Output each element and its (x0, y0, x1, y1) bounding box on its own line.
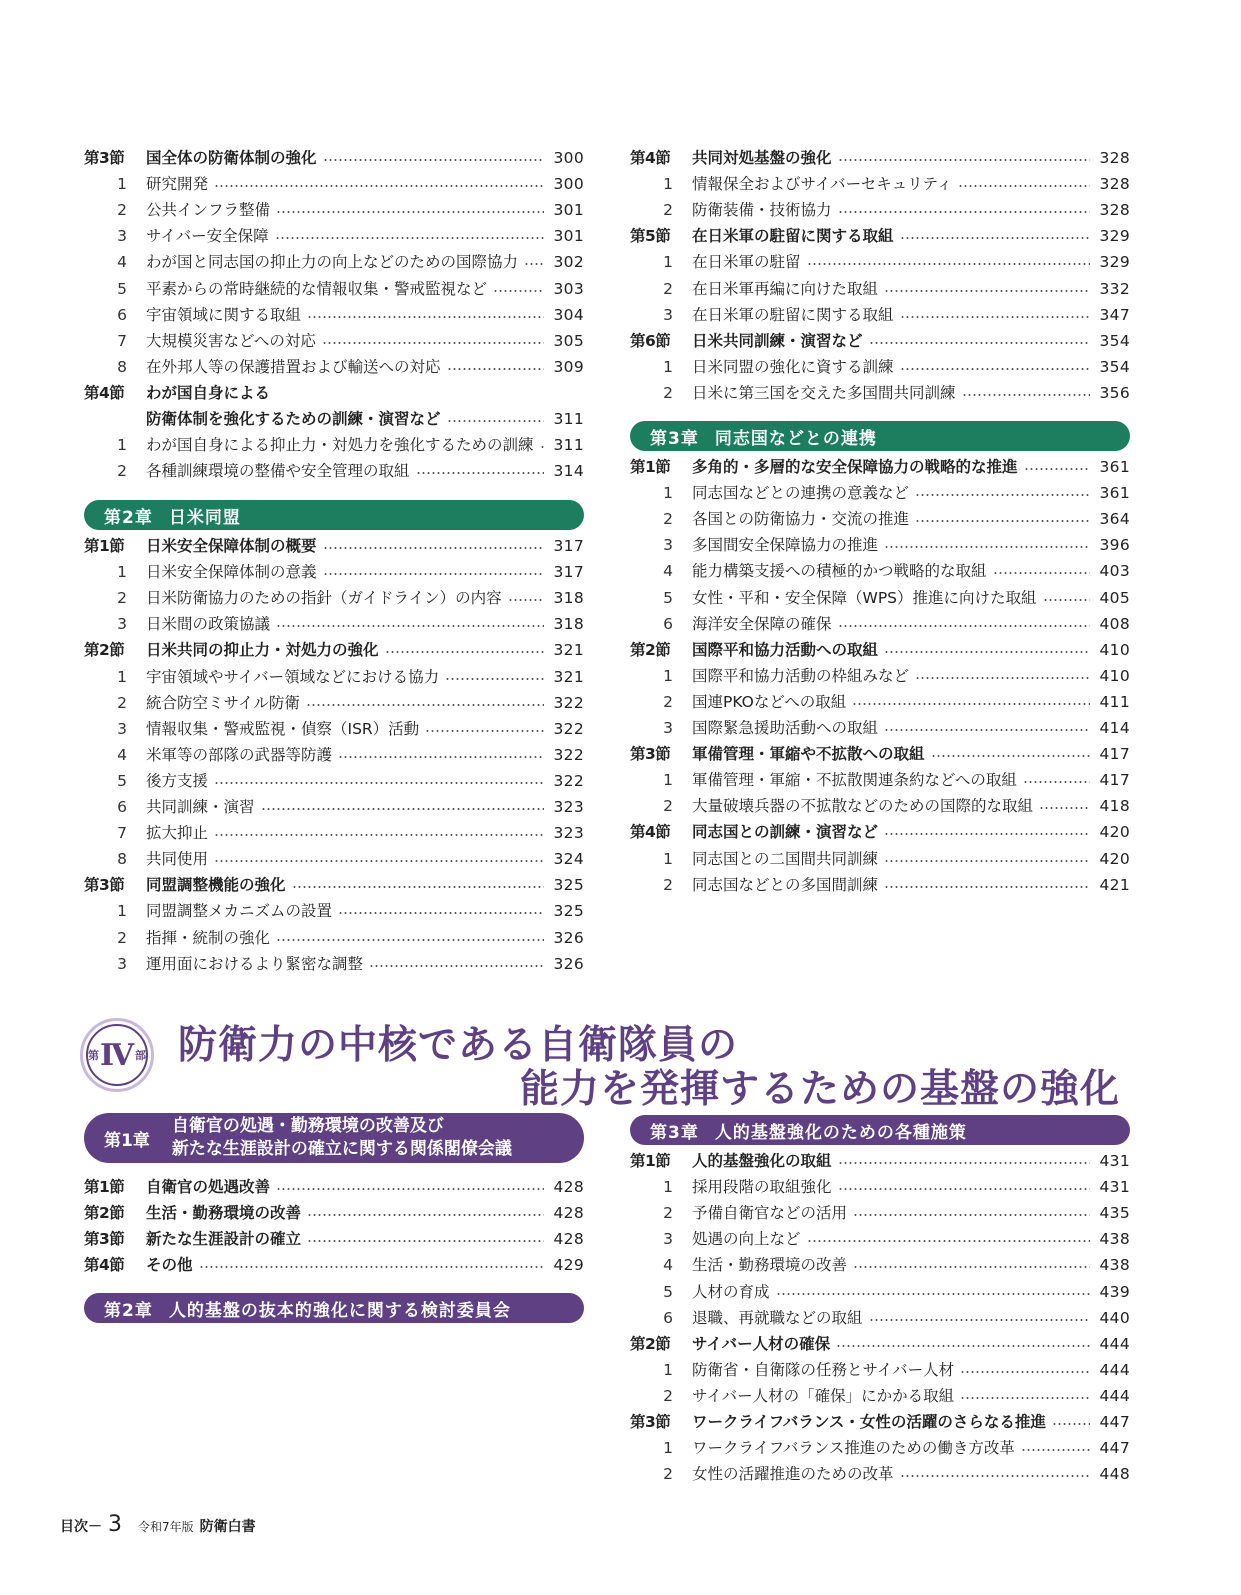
item-number: 3 (663, 719, 673, 737)
entry-title: わが国と同志国の抑止力の向上などのための国際協力 (146, 253, 519, 272)
item-number: 8 (117, 850, 127, 869)
dot-leader (836, 1345, 1090, 1347)
page-number: 317 (553, 563, 584, 582)
page-number: 417 (1099, 771, 1130, 790)
entry-title: 女性・平和・安全保障（WPS）推進に向けた取組 (692, 588, 1037, 607)
item-number: 1 (663, 357, 673, 376)
section-number: 第3節 (84, 1230, 125, 1249)
page-number: 318 (553, 615, 584, 634)
dot-leader (199, 1266, 544, 1268)
item-number: 2 (663, 1386, 673, 1405)
entry-title: 自衛官の処遇改善 (146, 1178, 271, 1196)
item-number: 1 (117, 667, 127, 686)
page-number: 428 (553, 1204, 584, 1223)
page-number: 431 (1099, 1152, 1130, 1170)
entry-title: 宇宙領域やサイバー領域などにおける協力 (146, 667, 440, 686)
item-number: 2 (117, 928, 127, 947)
page-number: 321 (553, 667, 584, 686)
dot-leader (307, 1240, 544, 1242)
entry-title: 海洋安全保障の確保 (692, 614, 832, 633)
page-number: 354 (1099, 357, 1130, 376)
item-number: 2 (663, 201, 673, 220)
page-number: 300 (553, 175, 584, 194)
toc-item-row[interactable] (630, 1463, 1130, 1485)
item-number: 6 (663, 1308, 673, 1327)
entry-title: 在日米軍の駐留に関する取組 (692, 305, 894, 324)
page-number: 444 (1099, 1360, 1130, 1379)
item-number: 3 (663, 536, 673, 555)
entry-title: 女性の活躍推進のための改革 (692, 1465, 894, 1484)
entry-title: 在日米軍の駐留 (692, 253, 801, 272)
dot-leader (960, 1397, 1090, 1399)
page-number: 311 (553, 410, 584, 428)
entry-title: 国連PKOなどへの取組 (692, 692, 847, 711)
item-number: 5 (117, 771, 127, 790)
chapter-number: 第3章 (650, 1122, 699, 1143)
item-number: 1 (663, 849, 673, 868)
item-number: 6 (117, 305, 127, 324)
footer-label: 目次－ (60, 1519, 102, 1535)
item-number: 1 (663, 1178, 673, 1197)
dot-leader (838, 1188, 1090, 1190)
chapter-number: 第3章 (650, 428, 699, 449)
part-title-line2: 能力を発揮するための基盤の強化 (520, 1067, 1121, 1112)
item-number: 2 (663, 797, 673, 816)
item-number: 2 (117, 693, 127, 712)
entry-title: 処遇の向上など (692, 1230, 801, 1249)
dot-leader (900, 1475, 1090, 1477)
item-number: 3 (117, 954, 127, 973)
entry-title: 同盟調整機能の強化 (146, 876, 286, 895)
item-number: 7 (117, 824, 127, 843)
section-number: 第6節 (630, 331, 671, 350)
dot-leader (838, 1162, 1090, 1164)
chapter-title: 同志国などとの連携 (714, 428, 877, 449)
page-number: 329 (1099, 227, 1130, 246)
entry-title: 共同対処基盤の強化 (692, 149, 832, 167)
page-number: 414 (1099, 719, 1130, 737)
section-number: 第2節 (630, 1334, 671, 1353)
page-number: 448 (1099, 1465, 1130, 1484)
p4-chapter2-banner (84, 1293, 584, 1323)
entry-title: 日米に第三国を交えた多国間共同訓練 (692, 383, 956, 402)
entry-title: 軍備管理・軍縮や不拡散への取組 (692, 745, 925, 764)
item-number: 4 (663, 562, 673, 581)
item-number: 2 (663, 510, 673, 529)
page-number: 438 (1099, 1256, 1130, 1275)
entry-title: 日米共同訓練・演習など (692, 331, 863, 350)
page-number: 403 (1099, 562, 1130, 581)
entry-title: 情報保全およびサイバーセキュリティ (692, 175, 953, 194)
toc-item-row[interactable] (630, 1307, 1130, 1329)
page-number: 326 (553, 954, 584, 973)
item-number: 1 (117, 436, 127, 455)
section-number: 第1節 (84, 1178, 125, 1196)
entry-title: 採用段階の取組強化 (692, 1178, 832, 1197)
entry-title: 予備自衛官などの活用 (692, 1204, 848, 1223)
section-number: 第4節 (630, 149, 671, 167)
item-number: 5 (663, 588, 673, 607)
dot-leader (307, 1214, 544, 1216)
item-number: 1 (117, 563, 127, 582)
chapter-title-line2: 新たな生涯設計の確立に関する関係閣僚会議 (171, 1139, 512, 1159)
entry-title: サイバー安全保障 (146, 227, 269, 246)
page-number: 328 (1099, 149, 1130, 167)
item-number: 2 (117, 589, 127, 608)
entry-title: 大規模災害などへの対応 (146, 331, 316, 350)
entry-title: 多角的・多層的な安全保障協力の戦略的な推進 (692, 458, 1018, 476)
page-number: 317 (553, 537, 584, 555)
item-number: 5 (663, 1282, 673, 1301)
page-number: 361 (1099, 484, 1130, 503)
toc-section-row[interactable] (84, 1254, 584, 1276)
entry-title: 防衛装備・技術協力 (692, 201, 832, 220)
page-number: 323 (553, 798, 584, 816)
page-number: 361 (1099, 458, 1130, 476)
page-number: 321 (553, 641, 584, 660)
item-number: 4 (117, 253, 127, 272)
page-number: 396 (1099, 536, 1130, 555)
page-number: 438 (1099, 1230, 1130, 1249)
entry-title: 日米安全保障体制の概要 (146, 537, 317, 555)
entry-title: 退職、再就職などの取組 (692, 1308, 863, 1327)
entry-title: 共同使用 (146, 850, 209, 869)
entry-title: 情報収集・警戒監視・偵察（ISR）活動 (146, 719, 420, 738)
chapter-title: 人的基盤強化のための各種施策 (714, 1122, 967, 1143)
part4-left-column (84, 0, 584, 1500)
entry-title: 防衛省・自衛隊の任務とサイバー人材 (692, 1360, 955, 1379)
page-number: 305 (553, 331, 584, 350)
section-number: 第3節 (84, 149, 125, 167)
toc-item-row[interactable] (630, 1437, 1130, 1459)
entry-title: ワークライフバランス・女性の活躍のさらなる推進 (692, 1413, 1046, 1431)
entry-title: ワークライフバランス推進のための働き方改革 (692, 1439, 1015, 1458)
page-number: 329 (1099, 253, 1130, 272)
section-number: 第3節 (84, 876, 125, 895)
entry-title: 国際緊急援助活動への取組 (692, 719, 879, 737)
chapter-number: 第2章 (104, 507, 153, 528)
page-number: 322 (553, 719, 584, 738)
page-number: 324 (553, 850, 584, 869)
item-number: 2 (663, 279, 673, 298)
item-number: 1 (663, 253, 673, 272)
page-number: 354 (1099, 331, 1130, 350)
page-number: 325 (553, 902, 584, 921)
dot-leader (869, 1319, 1090, 1321)
item-number: 3 (117, 227, 127, 246)
page-number: 428 (553, 1178, 584, 1196)
page-number: 347 (1099, 305, 1130, 324)
chapter-number: 第2章 (104, 1300, 153, 1321)
page-number: 405 (1099, 588, 1130, 607)
item-number: 3 (663, 305, 673, 324)
item-number: 4 (117, 745, 127, 764)
item-number: 1 (663, 484, 673, 503)
entry-title: 人材の育成 (692, 1282, 770, 1301)
p4-chapter1-banner (84, 1113, 584, 1163)
page-number: 420 (1099, 849, 1130, 868)
item-number: 8 (117, 357, 127, 376)
toc-section-row[interactable] (84, 1228, 584, 1250)
item-number: 2 (663, 692, 673, 711)
item-number: 1 (663, 1439, 673, 1458)
entry-title: 同志国との二国間共同訓練 (692, 849, 879, 868)
item-number: 6 (117, 798, 127, 816)
item-number: 1 (663, 175, 673, 194)
section-number: 第1節 (630, 1152, 671, 1170)
page-number: 300 (553, 149, 584, 167)
entry-title: わが国自身による抑止力・対処力を強化するための訓練 (146, 436, 534, 455)
toc-item-row[interactable] (630, 1385, 1130, 1407)
entry-title: 共同訓練・演習 (146, 798, 255, 816)
page-number: 301 (553, 201, 584, 220)
toc-item-row[interactable] (630, 1228, 1130, 1250)
entry-title: 防衛体制を強化するための訓練・演習など (146, 410, 441, 428)
section-number: 第2節 (84, 1204, 125, 1223)
entry-title: 生活・勤務環境の改善 (146, 1204, 302, 1223)
section-number: 第3節 (630, 1413, 671, 1431)
page-number: 431 (1099, 1178, 1130, 1197)
page-number: 323 (553, 824, 584, 843)
entry-title: 生活・勤務環境の改善 (692, 1256, 848, 1275)
page-number: 309 (553, 357, 584, 376)
toc-item-row[interactable] (630, 1359, 1130, 1381)
entry-title: 運用面におけるより緊密な調整 (146, 954, 364, 973)
entry-title: 平素からの常時継続的な情報収集・警戒監視など (146, 279, 488, 298)
entry-title: 国際平和協力活動への取組 (692, 640, 879, 659)
section-number: 第3節 (630, 745, 671, 764)
part-title-line1: 防衛力の中核である自衛隊員の (178, 1023, 739, 1068)
toc-item-row[interactable] (630, 1202, 1130, 1224)
item-number: 1 (117, 175, 127, 194)
entry-title: 新たな生涯設計の確立 (146, 1230, 302, 1249)
entry-title: 後方支援 (146, 771, 209, 790)
dot-leader (853, 1214, 1090, 1216)
item-number: 2 (117, 462, 127, 481)
dot-leader (960, 1371, 1090, 1373)
page-number: 314 (553, 462, 584, 481)
entry-title: その他 (146, 1256, 193, 1275)
dot-leader (807, 1240, 1090, 1242)
item-number: 4 (663, 1256, 673, 1275)
dot-leader (776, 1293, 1090, 1295)
footer-page-number: 3 (108, 1512, 122, 1537)
dot-leader (276, 1188, 544, 1190)
page-number: 303 (553, 279, 584, 298)
item-number: 1 (663, 1360, 673, 1379)
part-badge-prefix: 第 (87, 1049, 99, 1062)
page-number: 332 (1099, 279, 1130, 298)
page-number: 428 (553, 1230, 584, 1249)
entry-title: 各国との防衛協力・交流の推進 (692, 510, 910, 529)
entry-title: わが国自身による (146, 383, 271, 402)
entry-title: 日米間の政策協議 (146, 615, 271, 634)
p4-chapter3-banner (630, 1115, 1130, 1145)
entry-title: 公共インフラ整備 (146, 201, 271, 220)
section-number: 第4節 (630, 823, 671, 842)
item-number: 2 (663, 1204, 673, 1223)
page-number: 439 (1099, 1282, 1130, 1301)
section-number: 第4節 (84, 383, 125, 402)
entry-title: 統合防空ミサイル防衛 (146, 693, 300, 712)
item-number: 3 (117, 615, 127, 634)
page-number: 322 (553, 693, 584, 712)
entry-title: 同志国などとの多国間訓練 (692, 875, 879, 894)
entry-title: 能力構築支援への積極的かつ戦略的な取組 (692, 562, 987, 581)
entry-title: 同志国との訓練・演習など (692, 823, 879, 842)
page-number: 444 (1099, 1386, 1130, 1405)
page-number: 435 (1099, 1204, 1130, 1223)
toc-section-row[interactable] (84, 1202, 584, 1224)
section-number: 第4節 (84, 1256, 125, 1275)
section-number: 第1節 (84, 537, 125, 555)
page-number: 447 (1099, 1439, 1130, 1458)
part-badge-suffix: 部 (135, 1049, 147, 1062)
entry-title: 日米安全保障体制の意義 (146, 563, 317, 582)
chapter-number: 第1章 (104, 1130, 150, 1151)
section-number: 第5節 (630, 227, 671, 246)
entry-title: 指揮・統制の強化 (146, 928, 271, 947)
page-number: 318 (553, 589, 584, 608)
item-number: 1 (117, 902, 127, 921)
item-number: 1 (663, 666, 673, 685)
item-number: 2 (663, 383, 673, 402)
entry-title: 研究開発 (146, 175, 209, 194)
entry-title: 日米共同の抑止力・対処力の強化 (146, 641, 379, 660)
entry-title: 宇宙領域に関する取組 (146, 305, 302, 324)
footer-edition: 令和7年版 (138, 1520, 194, 1534)
entry-title: 米軍等の部隊の武器等防護 (146, 745, 333, 764)
item-number: 6 (663, 614, 673, 633)
item-number: 3 (117, 719, 127, 738)
entry-title: 人的基盤強化の取組 (692, 1152, 832, 1170)
entry-title: 同盟調整メカニズムの設置 (146, 902, 333, 921)
page-number: 304 (553, 305, 584, 324)
page-number: 421 (1099, 875, 1130, 894)
item-number: 1 (663, 771, 673, 790)
page-number: 418 (1099, 797, 1130, 816)
part-badge-roman: Ⅳ (99, 1037, 135, 1073)
section-number: 第2節 (630, 640, 671, 659)
page-number: 301 (553, 227, 584, 246)
toc-section-row[interactable] (84, 1176, 584, 1198)
section-number: 第2節 (84, 641, 125, 660)
entry-title: サイバー人材の確保 (692, 1334, 831, 1353)
page-number: 328 (1099, 175, 1130, 194)
page-number: 302 (553, 253, 584, 272)
part4-right-column (630, 0, 1130, 1500)
page-number: 440 (1099, 1308, 1130, 1327)
entry-title: 国際平和協力活動の枠組みなど (692, 666, 910, 685)
page-number: 411 (1099, 692, 1130, 711)
chapter-title-line1: 自衛官の処遇・勤務環境の改善及び (171, 1116, 444, 1136)
entry-title: 在日米軍の駐留に関する取組 (692, 227, 894, 246)
page-number: 328 (1099, 201, 1130, 220)
toc-section-row[interactable] (630, 1333, 1130, 1355)
entry-title: 拡大抑止 (146, 824, 209, 843)
entry-title: サイバー人材の「確保」にかかる取組 (692, 1386, 955, 1405)
item-number: 5 (117, 279, 127, 298)
chapter-title (172, 1115, 512, 1161)
chapter-title: 人的基盤の抜本的強化に関する検討委員会 (168, 1300, 511, 1321)
entry-title: 各種訓練環境の整備や安全管理の取組 (146, 462, 410, 481)
section-number: 第1節 (630, 458, 671, 476)
entry-title: 多国間安全保障協力の推進 (692, 536, 879, 555)
entry-title: 国全体の防衛体制の強化 (146, 149, 317, 167)
entry-title: 在外邦人等の保護措置および輸送への対応 (146, 357, 441, 376)
toc-item-row[interactable] (630, 1281, 1130, 1303)
page-number: 444 (1099, 1334, 1130, 1353)
page-number: 447 (1099, 1413, 1130, 1431)
page-number: 311 (553, 436, 584, 455)
entry-title: 大量破壊兵器の不拡散などのための国際的な取組 (692, 797, 1034, 816)
page-number: 325 (553, 876, 584, 895)
page-number: 420 (1099, 823, 1130, 842)
item-number: 2 (663, 1465, 673, 1484)
item-number: 2 (663, 875, 673, 894)
page-footer (60, 1512, 256, 1537)
dot-leader (853, 1266, 1090, 1268)
page-number: 322 (553, 771, 584, 790)
dot-leader (1021, 1449, 1090, 1451)
page-number: 356 (1099, 383, 1130, 402)
page-number: 408 (1099, 614, 1130, 633)
dot-leader (1052, 1423, 1090, 1425)
toc-section-row[interactable] (630, 1150, 1130, 1172)
toc-section-row[interactable] (630, 1411, 1130, 1433)
page-number: 322 (553, 745, 584, 764)
entry-title: 軍備管理・軍縮・不拡散関連条約などへの取組 (692, 771, 1017, 790)
page-number: 410 (1099, 666, 1130, 685)
page-number: 326 (553, 928, 584, 947)
item-number: 7 (117, 331, 127, 350)
chapter-title: 日米同盟 (168, 507, 241, 528)
toc-item-row[interactable] (630, 1176, 1130, 1198)
item-number: 3 (663, 1230, 673, 1249)
toc-item-row[interactable] (630, 1254, 1130, 1276)
item-number: 2 (117, 201, 127, 220)
footer-book-title: 防衛白書 (199, 1519, 256, 1535)
entry-title: 日米防衛協力のための指針（ガイドライン）の内容 (146, 589, 502, 608)
page-number: 410 (1099, 640, 1130, 659)
entry-title: 日米同盟の強化に資する訓練 (692, 357, 894, 376)
page-number: 429 (553, 1256, 584, 1275)
entry-title: 同志国などとの連携の意義など (692, 484, 910, 503)
page-number: 417 (1099, 745, 1130, 764)
entry-title: 在日米軍再編に向けた取組 (692, 279, 879, 298)
page-number: 364 (1099, 510, 1130, 529)
